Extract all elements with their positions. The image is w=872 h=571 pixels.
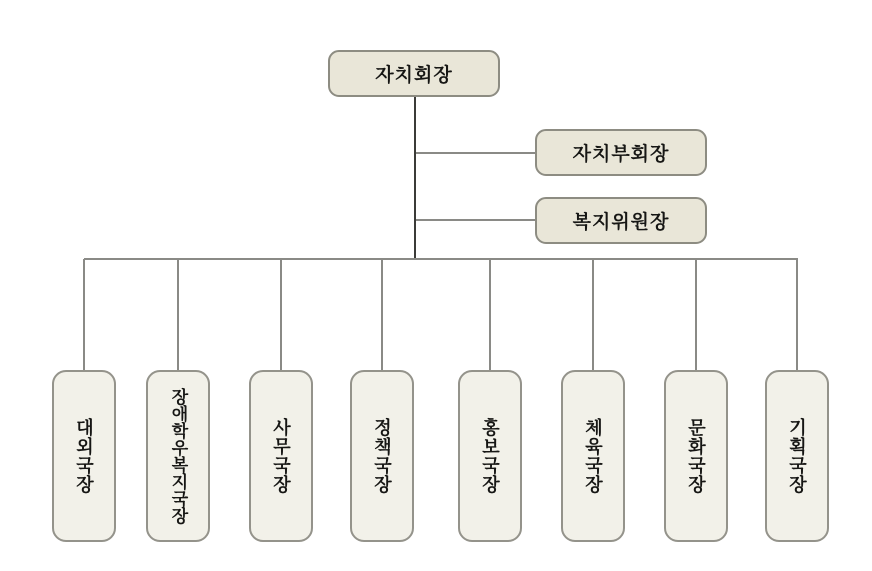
org-box-dept-culture: 문화국장 xyxy=(664,370,728,542)
connector-drop-dept-5 xyxy=(592,259,594,370)
org-box-dept-office-admin: 사무국장 xyxy=(249,370,313,542)
connector-stub-welfare-chair xyxy=(416,219,535,221)
connector-drop-dept-0 xyxy=(83,259,85,370)
org-box-dept-sports: 체육국장 xyxy=(561,370,625,542)
connector-drop-dept-4 xyxy=(489,259,491,370)
org-box-dept-policy: 정책국장 xyxy=(350,370,414,542)
connector-drop-dept-1 xyxy=(177,259,179,370)
connector-drop-dept-6 xyxy=(695,259,697,370)
org-box-dept-public-relations: 홍보국장 xyxy=(458,370,522,542)
connector-trunk xyxy=(414,97,416,260)
connector-drop-dept-3 xyxy=(381,259,383,370)
org-box-dept-planning: 기획국장 xyxy=(765,370,829,542)
org-box-dept-disabled-student-welfare: 장애학우복지국장 xyxy=(146,370,210,542)
org-box-welfare-chair: 복지위원장 xyxy=(535,197,707,244)
org-box-president: 자치회장 xyxy=(328,50,500,97)
connector-drop-dept-7 xyxy=(796,259,798,370)
connector-drop-dept-2 xyxy=(280,259,282,370)
org-box-dept-external-affairs: 대외국장 xyxy=(52,370,116,542)
org-box-vice-president: 자치부회장 xyxy=(535,129,707,176)
connector-bus xyxy=(84,258,798,260)
connector-stub-vice-president xyxy=(416,152,535,154)
